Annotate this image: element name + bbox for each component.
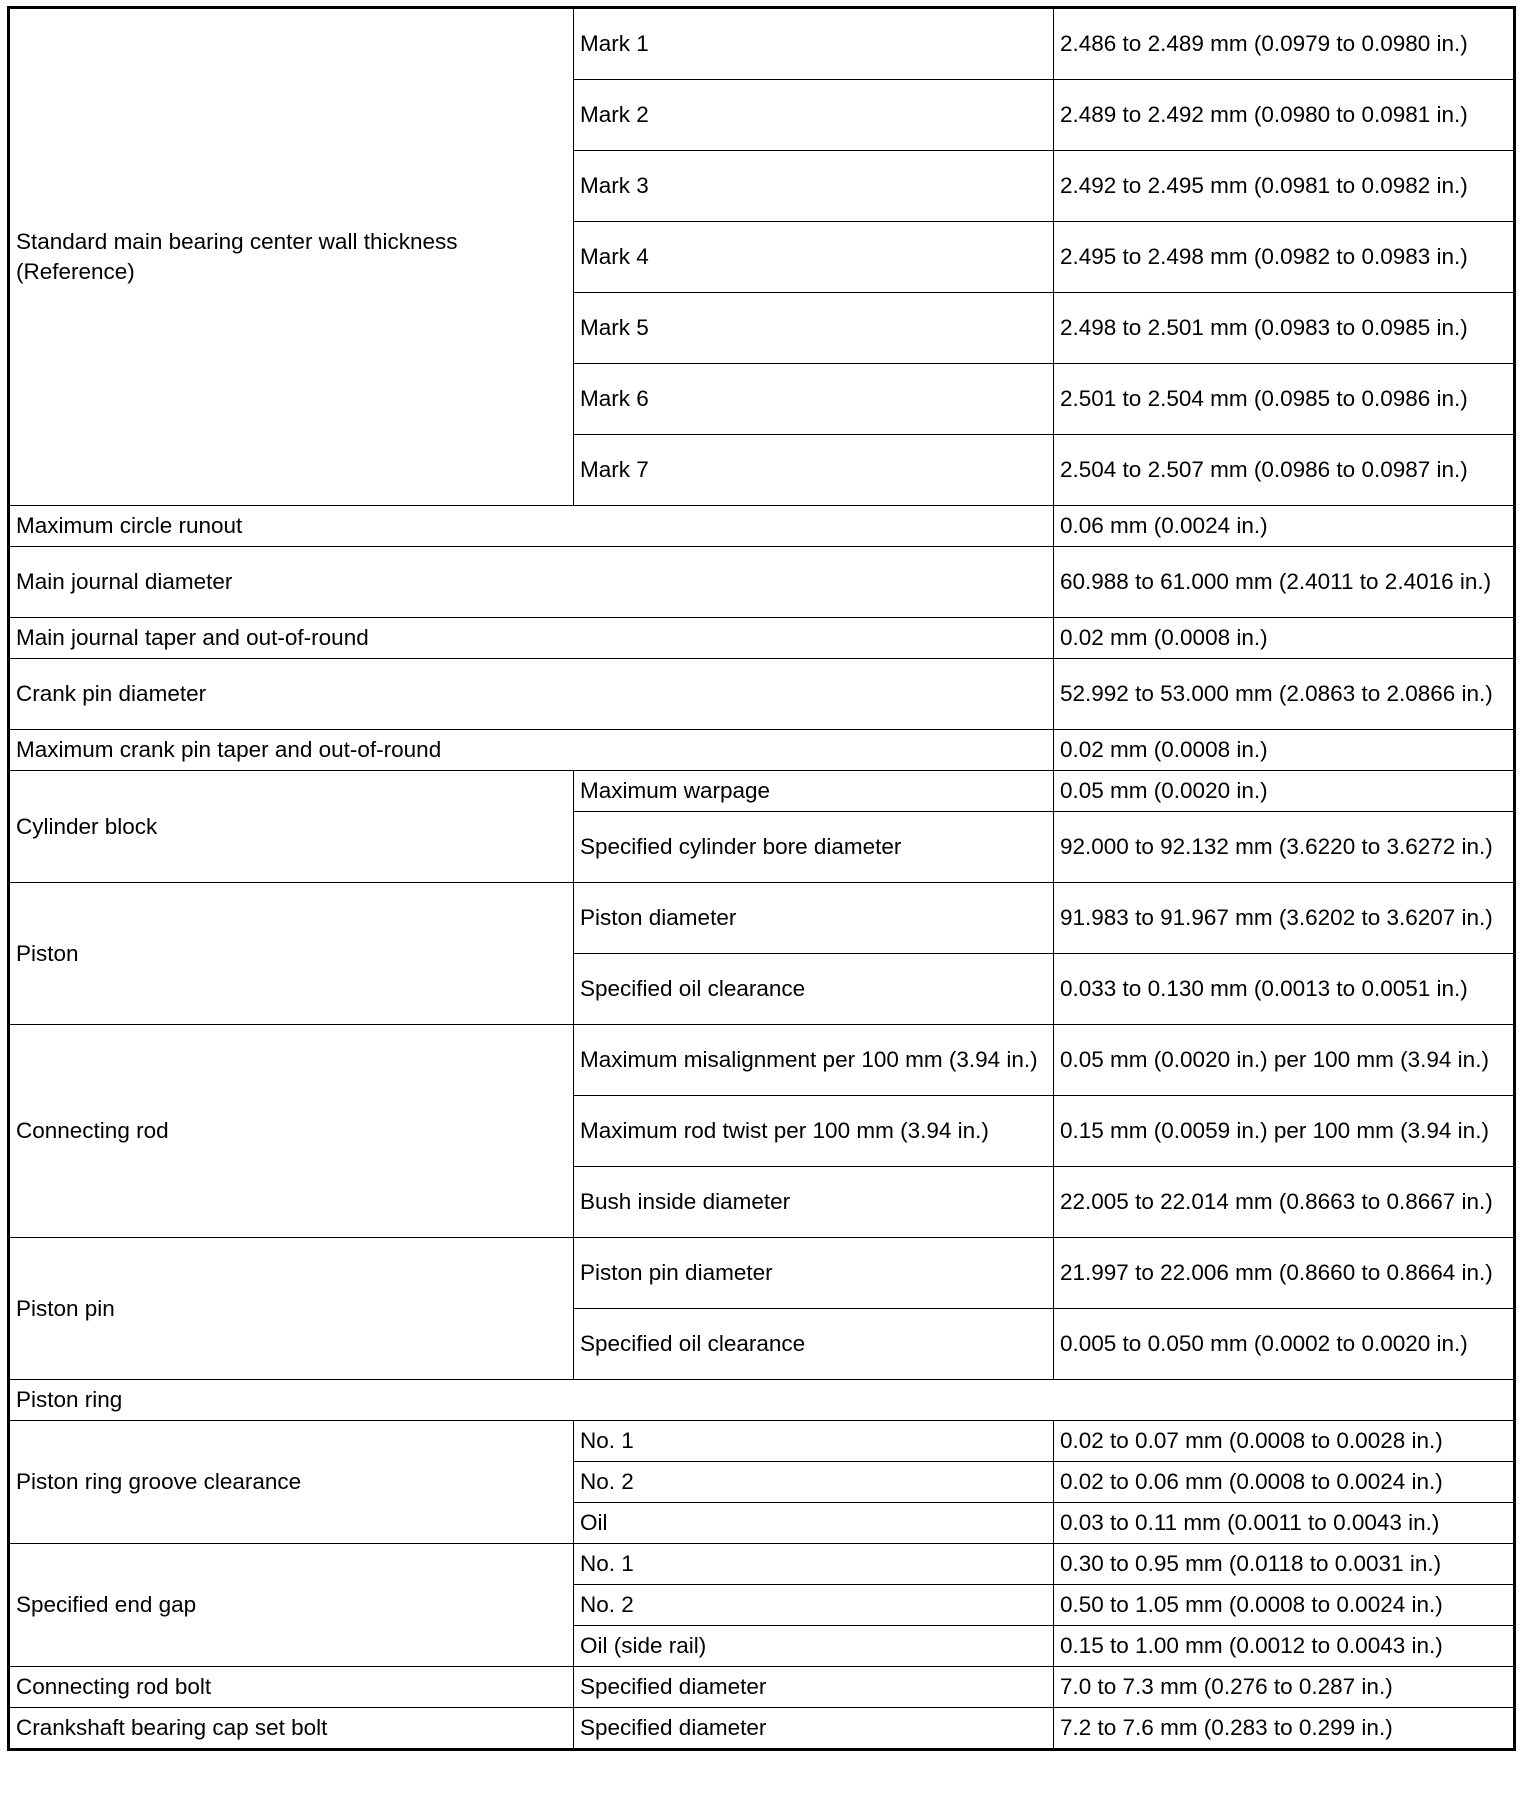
spec-name: Piston diameter [574,883,1054,954]
group-label-piston-pin: Piston pin [9,1238,574,1380]
group-label-end-gap: Specified end gap [9,1544,574,1667]
spec-name: Maximum rod twist per 100 mm (3.94 in.) [574,1096,1054,1167]
table-row [9,883,1515,954]
table-row [9,730,1515,771]
spec-name: Mark 7 [574,435,1054,506]
spec-value: 0.02 to 0.06 mm (0.0008 to 0.0024 in.) [1054,1462,1515,1503]
spec-value: 0.02 mm (0.0008 in.) [1054,618,1515,659]
table-row [9,659,1515,730]
group-label-main-bearing: Standard main bearing center wall thickness (Reference) [9,8,574,506]
spec-name: No. 1 [574,1421,1054,1462]
table-row [9,1238,1515,1309]
spec-value: 0.15 to 1.00 mm (0.0012 to 0.0043 in.) [1054,1626,1515,1667]
group-label-piston: Piston [9,883,574,1025]
table-row [9,1380,1515,1421]
table-row [9,771,1515,812]
spec-value: 22.005 to 22.014 mm (0.8663 to 0.8667 in.) [1054,1167,1515,1238]
spec-name: Specified diameter [574,1708,1054,1750]
table-row [9,1667,1515,1708]
spec-label-crank-pin-diameter: Crank pin diameter [9,659,1054,730]
table-row [9,618,1515,659]
spec-value: 0.05 mm (0.0020 in.) per 100 mm (3.94 in.) [1054,1025,1515,1096]
table-row [9,1025,1515,1096]
spec-label-main-journal-diameter: Main journal diameter [9,547,1054,618]
spec-name: Mark 1 [574,8,1054,80]
spec-value: 0.02 to 0.07 mm (0.0008 to 0.0028 in.) [1054,1421,1515,1462]
spec-name: Bush inside diameter [574,1167,1054,1238]
spec-table [7,6,1516,1751]
spec-value: 2.492 to 2.495 mm (0.0981 to 0.0982 in.) [1054,151,1515,222]
spec-value: 0.50 to 1.05 mm (0.0008 to 0.0024 in.) [1054,1585,1515,1626]
group-label-connecting-rod-bolt: Connecting rod bolt [9,1667,574,1708]
spec-value: 0.05 mm (0.0020 in.) [1054,771,1515,812]
spec-value: 2.495 to 2.498 mm (0.0982 to 0.0983 in.) [1054,222,1515,293]
spec-name: Oil [574,1503,1054,1544]
group-label-cylinder-block: Cylinder block [9,771,574,883]
spec-name: Mark 2 [574,80,1054,151]
spec-name: Oil (side rail) [574,1626,1054,1667]
spec-name: Mark 4 [574,222,1054,293]
spec-value: 7.0 to 7.3 mm (0.276 to 0.287 in.) [1054,1667,1515,1708]
spec-name: No. 2 [574,1585,1054,1626]
spec-name: No. 1 [574,1544,1054,1585]
spec-value: 0.005 to 0.050 mm (0.0002 to 0.0020 in.) [1054,1309,1515,1380]
spec-value: 21.997 to 22.006 mm (0.8660 to 0.8664 in.) [1054,1238,1515,1309]
spec-value: 0.06 mm (0.0024 in.) [1054,506,1515,547]
spec-name: Piston pin diameter [574,1238,1054,1309]
spec-value: 2.486 to 2.489 mm (0.0979 to 0.0980 in.) [1054,8,1515,80]
spec-name: No. 2 [574,1462,1054,1503]
spec-value: 0.02 mm (0.0008 in.) [1054,730,1515,771]
spec-value: 2.489 to 2.492 mm (0.0980 to 0.0981 in.) [1054,80,1515,151]
spec-value: 52.992 to 53.000 mm (2.0863 to 2.0866 in.) [1054,659,1515,730]
spec-name: Mark 3 [574,151,1054,222]
spec-value: 91.983 to 91.967 mm (3.6202 to 3.6207 in.) [1054,883,1515,954]
spec-name: Specified diameter [574,1667,1054,1708]
spec-label-circle-runout: Maximum circle runout [9,506,1054,547]
group-label-bearing-cap-bolt: Crankshaft bearing cap set bolt [9,1708,574,1750]
spec-name: Maximum warpage [574,771,1054,812]
spec-name: Specified cylinder bore diameter [574,812,1054,883]
spec-name: Specified oil clearance [574,1309,1054,1380]
spec-name: Mark 5 [574,293,1054,364]
spec-label-main-journal-taper: Main journal taper and out-of-round [9,618,1054,659]
group-label-connecting-rod: Connecting rod [9,1025,574,1238]
spec-value: 92.000 to 92.132 mm (3.6220 to 3.6272 in.) [1054,812,1515,883]
section-heading-piston-ring: Piston ring [9,1380,1515,1421]
table-row [9,506,1515,547]
spec-value: 0.15 mm (0.0059 in.) per 100 mm (3.94 in.) [1054,1096,1515,1167]
spec-value: 2.501 to 2.504 mm (0.0985 to 0.0986 in.) [1054,364,1515,435]
table-row [9,1708,1515,1750]
table-row [9,547,1515,618]
table-row [9,1421,1515,1462]
spec-label-crank-pin-taper: Maximum crank pin taper and out-of-round [9,730,1054,771]
spec-name: Specified oil clearance [574,954,1054,1025]
table-row [9,8,1515,80]
spec-value: 0.03 to 0.11 mm (0.0011 to 0.0043 in.) [1054,1503,1515,1544]
spec-value: 60.988 to 61.000 mm (2.4011 to 2.4016 in.) [1054,547,1515,618]
spec-value: 0.033 to 0.130 mm (0.0013 to 0.0051 in.) [1054,954,1515,1025]
table-row [9,1544,1515,1585]
group-label-ring-groove-clearance: Piston ring groove clearance [9,1421,574,1544]
spec-value: 7.2 to 7.6 mm (0.283 to 0.299 in.) [1054,1708,1515,1750]
spec-value: 2.504 to 2.507 mm (0.0986 to 0.0987 in.) [1054,435,1515,506]
spec-value: 2.498 to 2.501 mm (0.0983 to 0.0985 in.) [1054,293,1515,364]
spec-name: Maximum misalignment per 100 mm (3.94 in.) [574,1025,1054,1096]
spec-value: 0.30 to 0.95 mm (0.0118 to 0.0031 in.) [1054,1544,1515,1585]
spec-name: Mark 6 [574,364,1054,435]
